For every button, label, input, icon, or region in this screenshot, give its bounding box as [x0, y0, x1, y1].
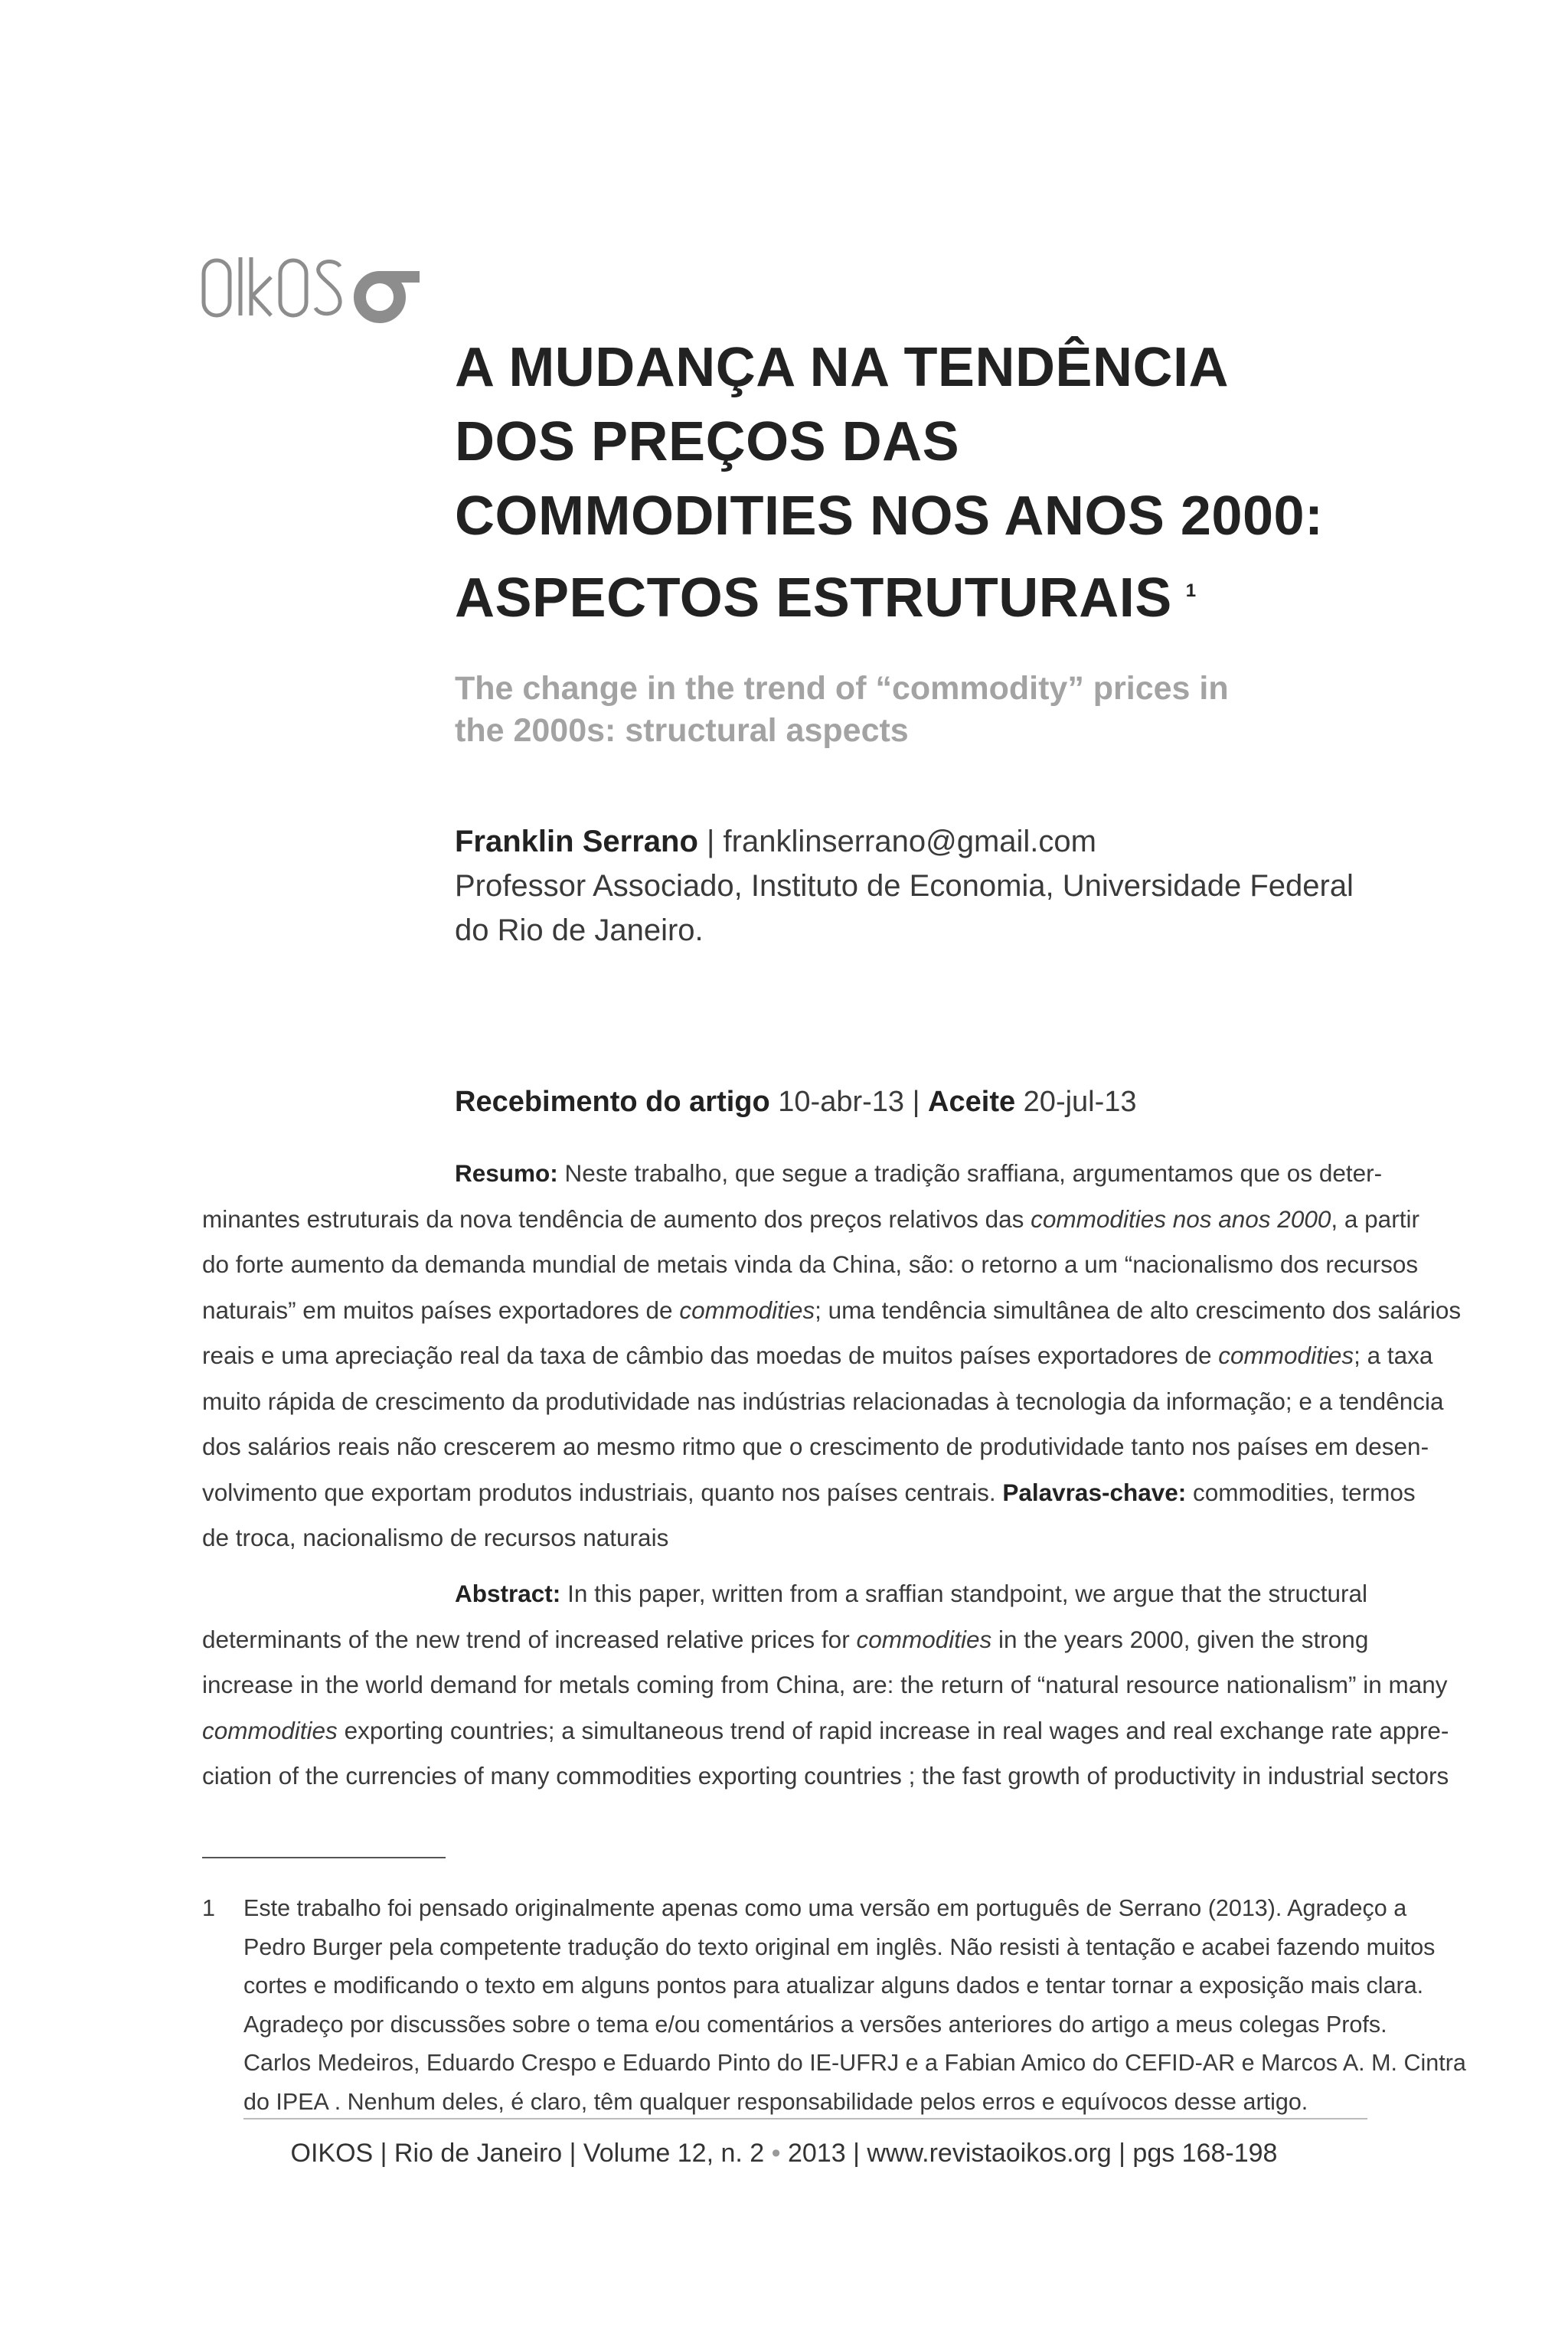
author-email[interactable]: franklinserrano@gmail.com — [723, 825, 1096, 858]
english-subtitle — [455, 668, 1450, 752]
footnote-line: Pedro Burger pela competente tradução do texto original em inglês. Não resisti à tentação e acabei fazendo muitos — [243, 1933, 1436, 1960]
resumo-text: , a partir — [1331, 1204, 1419, 1233]
title-line: DOS PREÇOS DAS — [455, 411, 960, 472]
footnote-rule — [202, 1857, 446, 1858]
footnote-line: Agradeço por discussões sobre o tema e/ou comentários a versões anteriores do artigo a meus colegas Profs. — [243, 2011, 1387, 2038]
title-line: COMMODITIES NOS ANOS 2000: — [455, 485, 1324, 547]
resumo-line: do forte aumento da demanda mundial de metais vinda da China, são: o retorno a um “nacionalismo dos recursos — [202, 1250, 1419, 1278]
abstract-label: Abstract: — [455, 1580, 561, 1607]
abstract-paragraph — [202, 1571, 1449, 1799]
resumo-label: Resumo: — [455, 1159, 558, 1187]
abstract-text: exporting countries; a simultaneous trend of rapid increase in real wages and real exchange rate appre- — [344, 1716, 1449, 1744]
author-affiliation: do Rio de Janeiro. — [455, 913, 704, 947]
title-line — [455, 554, 1442, 636]
resumo-line — [202, 1333, 1433, 1379]
footnote — [202, 1889, 1466, 2121]
resumo-text: Neste trabalho, que segue a tradição sraffiana, argumentamos que os deter- — [564, 1159, 1383, 1187]
resumo-text: naturais” em muitos países exportadores de — [202, 1296, 673, 1324]
resumo-line: muito rápida de crescimento da produtividade nas indústrias relacionadas à tecnologia da informação; e a tendência — [202, 1387, 1444, 1415]
author-separator: | — [707, 825, 715, 858]
title-line: A MUDANÇA NA TENDÊNCIA — [455, 337, 1229, 398]
accepted-date: 20-jul-13 — [1023, 1086, 1137, 1118]
resumo-line — [202, 1197, 1419, 1243]
footnote-line — [202, 1889, 1407, 1928]
footer-left: OIKOS | Rio de Janeiro | Volume 12, n. 2 — [290, 2139, 765, 2168]
resumo-text: ; uma tendência simultânea de alto crescimento dos salários — [815, 1296, 1462, 1324]
footer-rule — [243, 2118, 1367, 2119]
footer-right: 2013 | www.revistaoikos.org | pgs 168-198 — [788, 2139, 1278, 2168]
abstract-line — [202, 1617, 1367, 1663]
resumo-italic: commodities nos anos 2000 — [1031, 1204, 1331, 1233]
resumo-line: dos salários reais não crescerem ao mesmo ritmo que o crescimento de produtividade tanto nos países em desen- — [202, 1433, 1429, 1460]
abstract-line — [202, 1708, 1449, 1754]
footer-bullet: • — [771, 2139, 781, 2168]
footnote-text: Este trabalho foi pensado originalmente apenas como uma versão em português de Serrano (2013). Agradeço a — [243, 1895, 1407, 1921]
resumo-paragraph — [202, 1151, 1462, 1561]
author-block — [455, 819, 1465, 953]
abstract-italic: commodities — [856, 1625, 992, 1653]
abstract-line: ciation of the currencies of many commodities exporting countries ; the fast growth of productivity in industrial sectors — [202, 1762, 1449, 1789]
article-title — [455, 331, 1442, 636]
resumo-line — [202, 1151, 1383, 1197]
resumo-text: minantes estruturais da nova tendência de aumento dos preços relativos das — [202, 1204, 1024, 1233]
footnote-number: 1 — [202, 1895, 215, 1921]
abstract-text: in the years 2000, given the strong — [998, 1625, 1369, 1653]
author-line — [455, 819, 1465, 864]
author-name: Franklin Serrano — [455, 825, 698, 858]
abstract-text: In this paper, written from a sraffian standpoint, we argue that the structural — [567, 1580, 1367, 1607]
abstract-line: increase in the world demand for metals coming from China, are: the return of “natural resource nationalism” in many — [202, 1671, 1448, 1698]
article-dates — [455, 1086, 1137, 1119]
title-footnote-mark: 1 — [1185, 580, 1197, 601]
subtitle-line: The change in the trend of “commodity” prices in — [455, 670, 1229, 707]
abstract-italic: commodities — [202, 1716, 338, 1744]
resumo-italic: commodities — [679, 1296, 815, 1324]
abstract-line — [202, 1571, 1367, 1617]
footnote-line: Carlos Medeiros, Eduardo Crespo e Eduardo Pinto do IE-UFRJ e a Fabian Amico do CEFID-AR e Marcos A. M. Cintra — [243, 2050, 1466, 2076]
footnote-line: cortes e modificando o texto em alguns pontos para atualizar alguns dados e tentar tornar a exposição mais clara. — [243, 1972, 1424, 1999]
title-line-text: ASPECTOS ESTRUTURAIS — [455, 567, 1172, 629]
received-date: 10-abr-13 — [778, 1086, 905, 1118]
author-affiliation: Professor Associado, Instituto de Economia, Universidade Federal — [455, 869, 1354, 903]
oikos-logo — [201, 243, 423, 335]
keywords-text: commodities, termos — [1193, 1478, 1416, 1506]
received-label: Recebimento do artigo — [455, 1086, 770, 1118]
resumo-line — [202, 1470, 1416, 1516]
dates-separator: | — [912, 1086, 920, 1118]
resumo-line: de troca, nacionalismo de recursos naturais — [202, 1524, 669, 1551]
accepted-label: Aceite — [928, 1086, 1016, 1118]
keywords-label: Palavras-chave: — [1002, 1478, 1187, 1506]
resumo-text: ; a taxa — [1354, 1342, 1433, 1369]
resumo-text: reais e uma apreciação real da taxa de câmbio das moedas de muitos países exportadores de — [202, 1342, 1212, 1369]
resumo-italic: commodities — [1218, 1342, 1354, 1369]
resumo-line — [202, 1288, 1462, 1334]
resumo-text: volvimento que exportam produtos industriais, quanto nos países centrais. — [202, 1478, 996, 1506]
footnote-line: do IPEA . Nenhum deles, é claro, têm qualquer responsabilidade pelos erros e equívocos desse artigo. — [243, 2088, 1308, 2115]
abstract-text: determinants of the new trend of increased relative prices for — [202, 1625, 850, 1653]
running-footer — [0, 2139, 1568, 2168]
subtitle-line: the 2000s: structural aspects — [455, 712, 909, 749]
